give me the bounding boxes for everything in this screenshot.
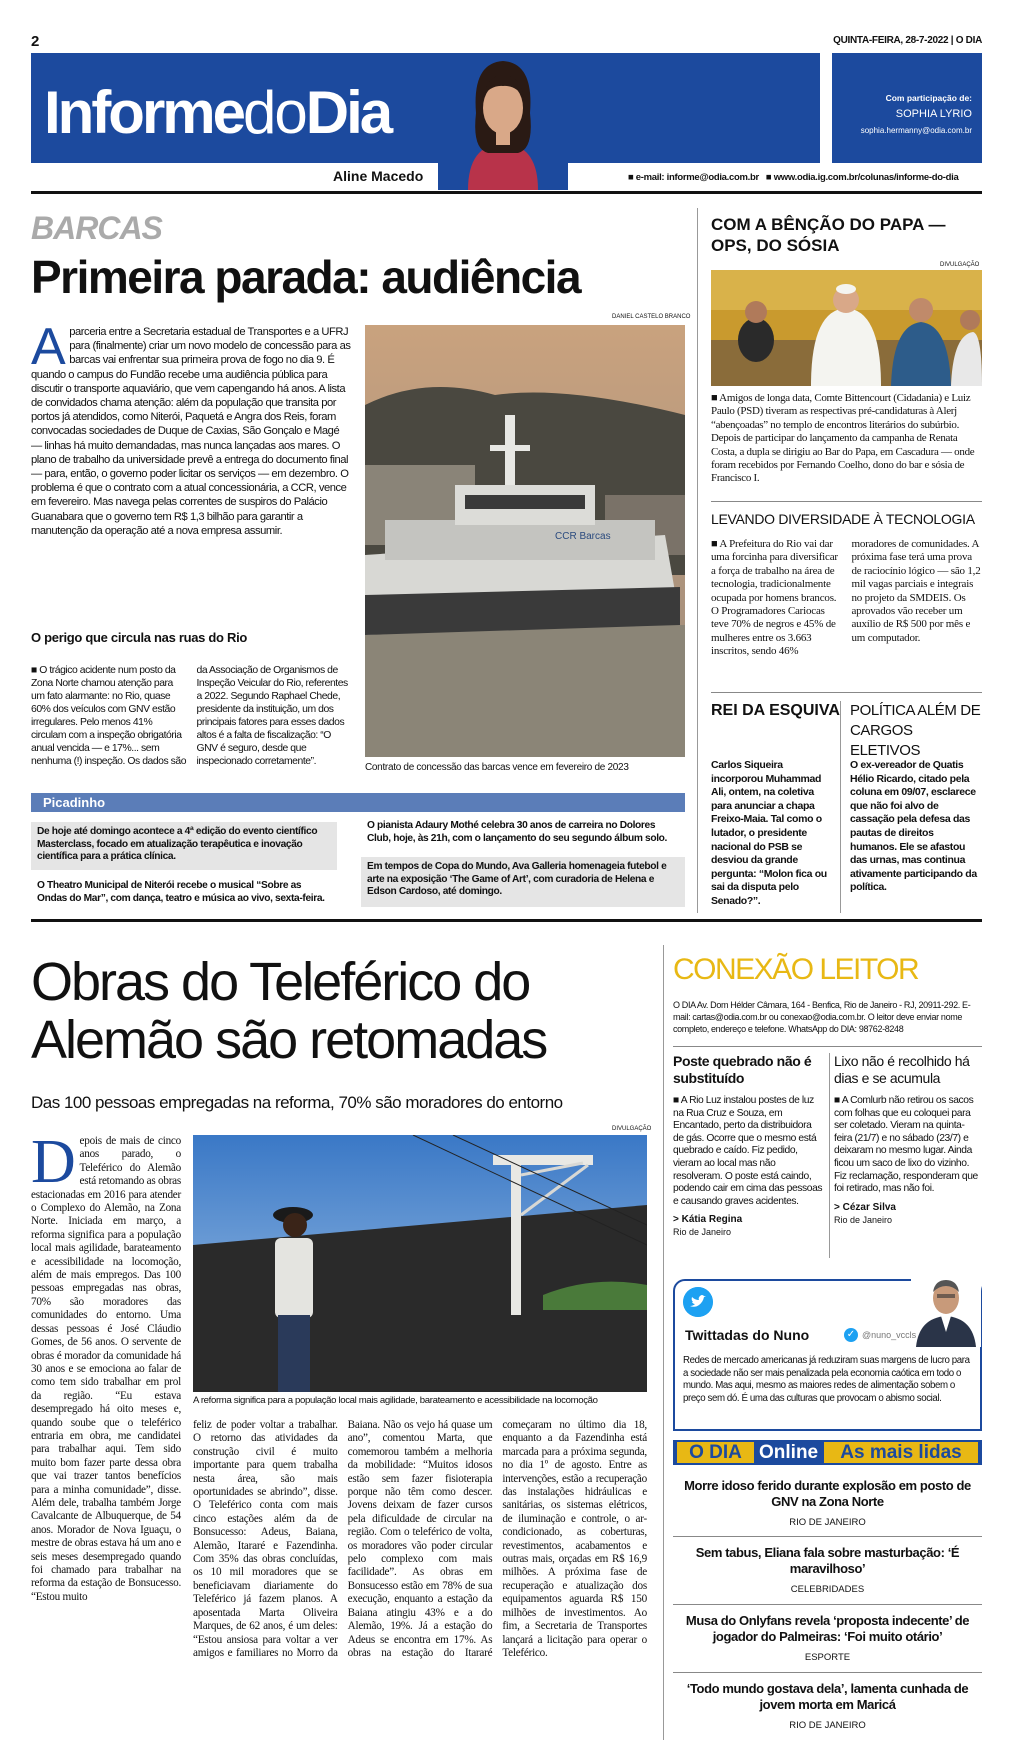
leitor-headline: CONEXÃO LEITOR [673,953,919,986]
teleferico-photo [193,1135,647,1392]
letter-1-body: ■ A Rio Luz instalou postes de luz na Rua Cruz e Souza, em Encantado, perto da distribuidora de gás. Ocorre que o mesmo está quebrado e caído. Fiz pedido, vieram ao local mas não resolveram. O poste está caindo, podendo cair em cima das pessoas e causando graves acidentes. [673,1095,823,1207]
participation-label: Com participação de: [885,93,972,103]
barcas-photo-credit: DANIEL CASTELO BRANCO [612,314,691,320]
participation-box [832,53,982,163]
section-rule [711,692,982,693]
teleferico-photo-credit: DIVULGAÇÃO [612,1126,652,1132]
verified-check-icon: ✓ [844,1328,858,1342]
list-divider [673,1672,982,1673]
dateline: QUINTA-FEIRA, 28-7-2022 | O DIA [833,35,982,46]
most-read-title[interactable]: Musa do Onlyfans revela ‘proposta indecente’ de jogador do Palmeiras: ‘Foi muito otário’ [685,1613,970,1644]
teleferico-headline: Obras do Teleférico do Alemão são retomadas [31,952,547,1070]
barcas-headline: Primeira parada: audiência [31,251,581,303]
teleferico-caption: A reforma significa para a população local mais agilidade, barateamento e acessibilidade na locomoção [193,1395,598,1406]
picadinho-item-3: O pianista Adaury Mothé celebra 30 anos de carreira no Dolores Club, hoje, às 21h, com o lançamento do seu segundo álbum solo. [367,820,668,844]
twittadas-text: Redes de mercado americanas já reduziram suas margens de lucro para a sociedade não ser mais penalizada pela economia caótica em todo o mundo. Mas aqui, mesmo as maiores redes de alimentação sobem o preço sem dó. É uma das culturas que provocam o abismo social. [683,1355,970,1404]
gnv-body: ■ O trágico acidente num posto da Zona Norte chamou atenção para um fato alarmante: no Rio, quase 60% dos veículos com GNV estão irregulares. Pelo menos 41% circulam com a inspeção obrigatória anual vencida — e 17%... sem nenhuma (!) inspeção. Os dados são da Associação de Organismos de Inspeção Veicular do Rio, referentes a 2022. Segundo Raphael Chede, presidente da instituição, um dos principais fatores para esses dados altos é a falta de fiscalização: “O GNV é seguro, desde que inspecionado corretamente”. [31,665,348,767]
list-divider [673,1604,982,1605]
leitor-info: O DIA Av. Dom Hélder Câmara, 164 - Benfica, Rio de Janeiro - RJ, 20911-292. E-mail: cartas@odia.com.br ou conexao@odia.com.br. O leitor deve enviar nome completo, endereço e telefone. WhatsApp do DIA: 98762-8248 [673,1000,971,1034]
rei-headline: REI DA ESQUIVA [711,702,840,719]
teleferico-body-lead-text: epois de mais de cinco anos parado, o Teleférico do Alemão está retomando as obras estacionadas em 2016 para atender o Complexo do Alemão, na Zona Norte. Iniciada em março, a reforma significa para a população local mais agilidade, barateamento e acessibilidade na locomoção, além de mais empregos. Das 100 pessoas empregadas nas obras, 70% são moradores das comunidades do entorno. Uma dessas pessoas é José Cláudio Gomes, de 56 anos. O servente de obras é morador da comunidade há 30 anos e se emociona ao falar de como tem sido trabalhar em prol da região. “Eu estava desempregado há oito meses e, quando soube que o teleférico entraria em obra, me candidatei para trabalhar aqui. Tem sido muito bom fazer parte dessa obra que vai trazer tantos benefícios para a minha comunidade”, disse. Além dele, trabalha também Jorge Cavalcante de Albuquerque, de 54 anos. Morador de Nova Iguaçu, o mestre de obras estava há um ano e seis meses desempregado quando foi chamado para trabalhar na reforma da estação de Bonsucesso. “Estou muito [31,1135,181,1603]
online-label: Online [759,1442,819,1463]
most-read-section: ESPORTE [804,1652,851,1663]
letter-2-city: Rio de Janeiro [834,1214,893,1225]
letter-1-title: Poste quebrado não é substituído [673,1053,812,1086]
diversidade-body: ■ A Prefeitura do Rio vai dar uma forcinha para diversificar a força de trabalho na área de tecnologia, tradicionalmente ocupada por homens brancos. O Programadores Cariocas teve 70% de negros e 45% de mulheres entre os 3.663 inscritos, sendo 46% moradores de comunidades. A próxima fase terá uma prova de raciocínio lógico — são 1,2 mil vagas parciais e integrais no projeto da SMDEIS. Os aprovados vão receber um auxílio de R$ 500 por mês e um computador. [711,538,981,658]
barcas-kicker: BARCAS [31,210,162,246]
teleferico-deck: Das 100 pessoas empregadas na reforma, 70% são moradores do entorno [31,1093,563,1112]
section-rule [711,501,982,502]
letter-2-title: Lixo não é recolhido há dias e se acumula [834,1053,970,1086]
picadinho-label: Picadinho [31,793,685,812]
most-read-title[interactable]: Morre idoso ferido durante explosão em posto de GNV na Zona Norte [684,1478,971,1509]
column-title-b: do [243,79,306,146]
letter-2 [834,1053,982,1225]
participation-email[interactable]: sophia.hermanny@odia.com.br [860,126,972,135]
teleferico-dropcap: D [31,1128,76,1196]
papa-headline: COM A BÊNÇÃO DO PAPA — OPS, DO SÓSIA [711,215,946,255]
column-divider [663,945,664,1740]
barcas-body-text: parceria entre a Secretaria estadual de Transportes e a UFRJ para (finalmente) criar um novo modelo de concessão para as barcas vai enfrentar sua primeira prova de fogo no dia 9. É quando o campus do Fundão recebe uma audiência pública para discutir o transporte aquaviário, que vem capengando há anos. A lista de convidados chama atenção: além da população que transita por portos já atendidos, como Niterói, Paquetá e Angra dos Reis, foram convocadas sociedades de Duque de Caxias, São Gonçalo e Magé — linhas há muito demandadas, mas nunca lançadas aos mares. O plano de trabalho da universidade prevê a entrega do documento final — para, então, o governo poder licitar os serviços — em dezembro. O problema é que o contrato com a atual concessionária, a CCR, vence em fevereiro. Mas navega pelas correntes de suspiros do Palácio Guanabara que o governo tem R$ 1,3 bilhão para garantir a manutenção da operação até a nova empresa assumir. [31,326,351,537]
picadinho-item-4: Em tempos de Copa do Mundo, Ava Galleria homenageia futebol e arte na exposição ‘The Game of Art’, com curadoria de Helena e Edson Cardoso, até domingo. [361,857,685,907]
ferry-sign: CCR Barcas [555,531,611,542]
contact-site[interactable]: ■ www.odia.ig.com.br/colunas/informe-do-dia [765,172,959,183]
page-rule [31,919,982,922]
author-photo [438,53,568,190]
twittadas-handle[interactable]: @nuno_vccls [862,1330,917,1340]
most-read-section: CELEBRIDADES [790,1584,865,1595]
ferry-caption: Contrato de concessão das barcas vence em fevereiro de 2023 [365,762,629,773]
teleferico-body: feliz de poder voltar a trabalhar. O retorno das atividades da construção civil é muito importante para quem trabalha nesta área, são mais oportunidades se abrindo”, disse. O Teleférico conta com mais cinco estações além da de Bonsucesso: Adeus, Baiana, Alemão, Itararé e Fazendinha. Com 35% das obras concluídas, os 10 mil moradores que se beneficiavam diariamente do Teleférico já fazem planos. A aposentada Marta Oliveira Marques, de 62 anos, é um deles: “Estou ansiosa para voltar a ver amigos e familiares no Morro da Baiana. Não os vejo há quase um ano”, comentou Marta, que comemorou também a melhoria da mobilidade: “Muitos idosos estão sem fazer fisioterapia porque não têm como descer. Jovens deixam de fazer cursos pela dificuldade de circular na região. Com o teleférico de volta, os moradores vão poder circular pelo complexo com mais facilidade”. As obras em Bonsucesso estão em 78% de sua execução, enquanto a estação da Baiana atingiu 43% e a do Alemão, 19%. Já a estação do Adeus se encontra em 17%. As obras na estação do Itararé começaram no último dia 18, enquanto a da Fazendinha está marcada para a próxima segunda, no dia 1º de agosto. Entre as intervenções, estão a recuperação das instalações hidráulicas e sanitárias, os sistemas elétricos, de iluminação e controle, o ar-condicionado, as coberturas, revestimentos, acabamentos e outras mais, orçadas em R$ 16,9 milhões. A próxima fase de recuperação e atualização dos equipamentos aguarda R$ 150 milhões de investimentos. Ao fim, a Secretaria de Transportes lançará a licitação para operar o Teleférico. [193,1419,647,1659]
column-divider [697,208,698,913]
author-name: Aline Macedo [333,168,424,184]
contact-email[interactable]: ■ e-mail: informe@odia.com.br [628,172,759,183]
picadinho-item-1: De hoje até domingo acontece a 4ª edição do evento científico Masterclass, focado em atualização terapêutica e inovação científica para a prática clínica. [31,822,337,870]
most-read-item[interactable] [673,1681,982,1731]
politica-body: O ex-vereador de Quatis Hélio Ricardo, citado pela coluna em 09/07, esclarece que não foi alvo de cassação pela defesa das pautas de direitos humanos. Ele se afastou das urnas, mas continua ativamente participando da política. [850,759,977,894]
list-divider [673,1536,982,1537]
column-divider [840,701,841,913]
letter-2-sign: > Cézar Silva [834,1201,896,1213]
column-title-c: Dia [305,79,391,146]
teleferico-body-lead [31,1128,181,1604]
page-number: 2 [31,33,40,50]
most-read-section: RIO DE JANEIRO [789,1720,866,1731]
gnv-subhead: O perigo que circula nas ruas do Rio [31,630,248,645]
column-title-a: Informe [44,79,244,146]
letter-1 [673,1053,823,1237]
section-rule [673,1046,982,1047]
ferry-photo [365,325,685,757]
barcas-dropcap: A [31,318,66,376]
twitter-bird-icon [683,1287,713,1317]
header-rule [31,191,982,194]
letter-2-body: ■ A Comlurb não retirou os sacos com folhas que eu coloquei para ser coletado. Vieram na quinta-feira (21/7) e no sábado (23/7) e deixaram no mesmo lugar. Ainda ficou um saco de lixo do vizinho. Fiz reclamação, responderam que foi retirado, mas não foi. [834,1095,978,1195]
politica-headline: POLÍTICA ALÉM DE CARGOS ELETIVOS [850,702,981,759]
nuno-avatar [911,1270,981,1347]
odia-logo: O DIA [677,1442,754,1463]
most-read-item[interactable] [673,1478,982,1528]
letter-1-sign: > Kátia Regina [673,1214,743,1226]
papa-body: ■ Amigos de longa data, Comte Bittencourt (Cidadania) e Luiz Paulo (PSD) tiveram as respectivas pré-candidaturas à Alerj “abençoadas” no templo de encontros literários do subúrbio. Depois de participar do lançamento da campanha de Renata Costa, a dupla se dirigiu ao Bar do Papa, em Cascadura — onde foram recebidos por Fernando Coelho, dono do bar e sósia de Francisco I. [711,392,975,485]
column-divider [829,1053,830,1258]
rei-body: Carlos Siqueira incorporou Muhammad Ali, ontem, na coletiva para anunciar a chapa Freixo-Maia. Tal como o lutador, o presidente nacional do PSB se desviou da grande pergunta: “Molon fica ou sai da disputa pelo Senado?”. [711,759,827,907]
most-read-title[interactable]: ‘Todo mundo gostava dela’, lamenta cunhada de jovem morta em Maricá [686,1681,969,1712]
most-read-title[interactable]: Sem tabus, Eliana fala sobre masturbação: ‘É maravilhoso’ [695,1545,960,1576]
column-title [44,79,391,146]
contact-line [628,172,958,183]
mais-lidas-label: As mais lidas [824,1442,978,1463]
twittadas-title: Twittadas do Nuno [685,1327,810,1343]
most-read-section: RIO DE JANEIRO [789,1517,866,1528]
letter-1-city: Rio de Janeiro [673,1227,732,1238]
papa-photo [711,270,982,386]
most-read-item[interactable] [673,1613,982,1663]
odia-online-bar [673,1440,982,1465]
picadinho-item-2: O Theatro Municipal de Niterói recebe o musical “Sobre as Ondas do Mar”, com dança, teatro e música ao vivo, sexta-feira. [37,880,325,904]
most-read-item[interactable] [673,1545,982,1595]
participation-name: SOPHIA LYRIO [895,108,972,120]
diversidade-headline: LEVANDO DIVERSIDADE À TECNOLOGIA [711,511,975,527]
papa-photo-credit: DIVULGAÇÃO [940,262,980,268]
barcas-body [31,318,352,538]
